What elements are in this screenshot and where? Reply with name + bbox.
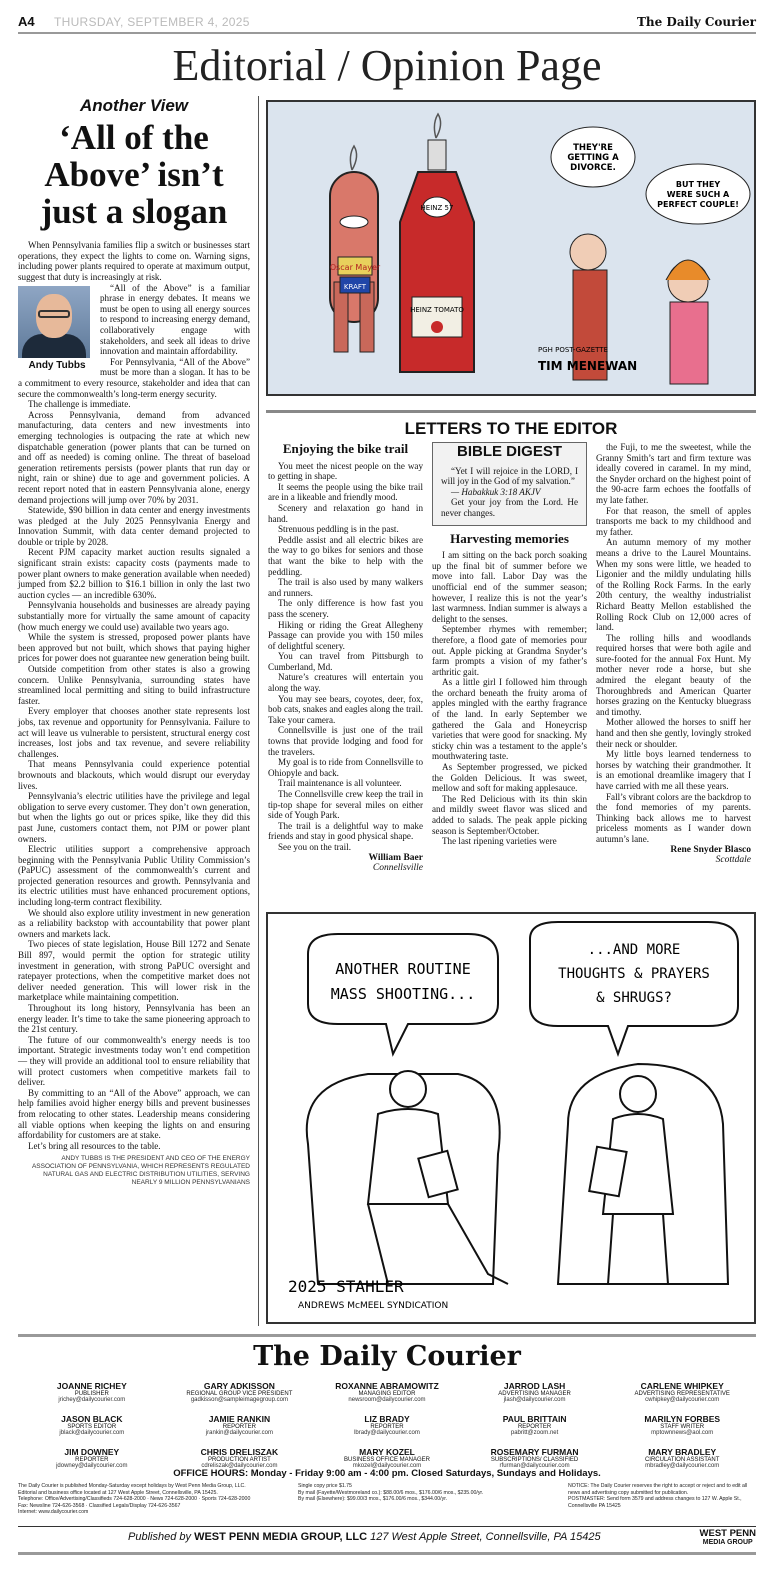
letter-paragraph: The only difference is how fast you pass the scenery. [268, 598, 423, 619]
staff-role: SPORTS EDITOR [67, 1424, 117, 1430]
staff-member [166, 1414, 314, 1445]
letter-paragraph: Connellsville is just one of the trail towns that provide lodging and food for the travelers. [268, 725, 423, 757]
author-name: Andy Tubbs [28, 359, 86, 371]
staff-email[interactable]: mptownnews@aol.com [651, 1430, 714, 1436]
staff-email[interactable]: mbradley@dailycourier.com [645, 1463, 720, 1469]
letter-paragraph: The trail is a delightful way to make friends and stay in good physical shape. [268, 820, 423, 842]
staff-member [18, 1414, 166, 1445]
publisher-address: 127 West Apple Street, Connellsville, PA 15425 [370, 1531, 601, 1543]
letter-paragraph: The trail is also used by many walkers and runners. [268, 577, 423, 598]
publisher-logo: WEST PENN MEDIA GROUP [699, 1528, 756, 1546]
staff-email[interactable]: rfurman@dailycourier.com [499, 1463, 570, 1469]
editorial-headline: ‘All of the Above’ isn’t just a slogan [40, 118, 228, 231]
staff-role: ADVERTISING MANAGER [498, 1391, 571, 1397]
svg-text:TIM MENEWAN: TIM MENEWAN [538, 359, 638, 373]
letter-town: Connellsville [372, 863, 423, 874]
fine-print-line: POSTMASTER: Send form 3579 and address changes to 127 W. Apple St., Connellsville PA 15425 [568, 1496, 742, 1509]
svg-text:ANOTHER ROUTINE: ANOTHER ROUTINE [335, 960, 471, 978]
fine-print-left [18, 1483, 278, 1516]
staff-name: JIM DOWNEY [64, 1447, 120, 1457]
letter-paragraph: The rolling hills and woodlands required horses that were both agile and sure-footed for the annual Fox Hunt. My mother never rode a horse, but she admired the elegant beauty of the Thoroughbreds and American Quarter horses grazing on the Kentucky bluegrass and timothy. [596, 632, 751, 717]
letter-paragraph: Fall’s vibrant colors are the backdrop to the fond memories of my parents. Thinking back allows me to harvest priceless moments as I wander down autumn’s lane. [596, 791, 751, 844]
fine-print-line: By mail (Elsewhere): $99.00/3 mos., $176.00/6 mos., $344.00/yr. [298, 1496, 448, 1503]
fine-print-mid [298, 1483, 548, 1503]
letter-paragraph: Mother allowed the horses to sniff her hand and then she gently, lovingly stroked their neck or shoulder. [596, 717, 751, 749]
letter-paragraph: For that reason, the smell of apples transports me back to my childhood and my father. [596, 505, 751, 537]
letters-title: LETTERS TO THE EDITOR [404, 419, 618, 438]
letters-header [266, 410, 756, 440]
staff-directory [18, 1381, 756, 1478]
letter-paragraph: An autumn memory of my mother means a drive to the Laurel Mountains. When my sons were little, we headed to Ligonier and the mildly undulating hills of the Rolling Rock Farms. In the early 20th century, the wealthy industrialist Richard Beatty Mellon established the Rolling Rock Club on 12,000 acres of land. [596, 537, 751, 633]
publisher-name: WEST PENN MEDIA GROUP, LLC [194, 1531, 368, 1543]
editorial-paragraph: By committing to an “All of the Above” approach, we can help families avoid higher energy bills and prevent businesses from relocating to other states. Leadership means considering all viable options when keeping the lights on and ensuring affordability for customers are at stake. [18, 1087, 250, 1141]
letter-paragraph: The Connellsville crew keep the trail in tip-top shape for several miles on either side of Yough Park. [268, 789, 423, 821]
editorial-paragraph: “All of the Above” is a familiar phrase in energy debates. It means we must be open to using all energy sources to respond to increasing energy demand, collaboratively engage with stakeholders, and seek all ideas to drive innovation and maintain affordability. [100, 282, 250, 357]
fine-print-line: The Daily Courier is published Monday-Saturday except holidays by West Penn Media Group, LLC. [18, 1483, 246, 1489]
staff-name: ROSEMARY FURMAN [490, 1447, 579, 1457]
staff-role: CIRCULATION ASSISTANT [644, 1457, 720, 1463]
editorial-paragraph: That means Pennsylvania could experience potential brownouts and blackouts, which would disrupt our everyday lives. [18, 759, 250, 791]
staff-member [608, 1414, 756, 1445]
letter-paragraph: Strenuous peddling is in the past. [278, 524, 399, 535]
svg-text:ANDREWS McMEEL SYNDICATION: ANDREWS McMEEL SYNDICATION [298, 1301, 449, 1311]
letter-paragraph: Scenery and relaxation go hand in hand. [268, 502, 423, 524]
letter-body [432, 550, 587, 847]
staff-name: JOANNE RICHEY [56, 1381, 127, 1391]
bible-reference: — Habakkuk 3:18 AKJV [451, 486, 541, 497]
svg-text:THOUGHTS & PRAYERS: THOUGHTS & PRAYERS [558, 966, 710, 982]
staff-name: MARILYN FORBES [644, 1414, 721, 1424]
fine-print-right [568, 1483, 756, 1509]
editorial-paragraph: For Pennsylvania, “All of the Above” must be more than a slogan. It has to be a commitment to every resource, stakeholder and idea that can secure the commonwealth’s long-term energy security. [18, 356, 250, 399]
staff-name: CHRIS DRELISZAK [200, 1447, 279, 1457]
staff-name: JARROD LASH [503, 1381, 566, 1391]
editorial-paragraph: Electric utilities support a comprehensive approach beginning with the Pennsylvania Public Utility Commission’s (PaPUC) assessment of the commonwealth’s current and projected generation resources and growth. Pennsylvania and its electric utilities must have enhanced procurement options, including long-term contract flexibility. [18, 844, 250, 908]
staff-role: REPORTER [222, 1424, 256, 1430]
letter-paragraph: Peddle assist and all electric bikes are the way to go bikes for seniors and those that want the bike to help with the peddling. [268, 534, 423, 577]
svg-text:...AND MORE: ...AND MORE [587, 942, 681, 958]
fine-print-line: Telephone: Office/Advertising/Classifieds 724-628-2000 · News 724-628-2000 · Sports 724-628-2000 [18, 1496, 251, 1503]
editorial-paragraph: Let’s bring all resources to the table. [28, 1140, 161, 1151]
fine-print [18, 1483, 756, 1523]
letter-paragraph: September rhymes with remember; therefore, a flood gate of memories pour out. Apple picking at Grandma Snyder’s farm prompts a vision of my father’s arthritic gait. [432, 624, 587, 677]
staff-role: MANAGING EDITOR [358, 1391, 416, 1397]
publisher-line: Published by WEST PENN MEDIA GROUP, LLC 127 West Apple Street, Connellsville, PA 15425 [128, 1531, 601, 1543]
staff-email[interactable]: pabritt@zoom.net [510, 1430, 559, 1436]
column-divider [258, 96, 259, 1326]
fine-print-line: Internet: www.dailycourier.com [18, 1509, 89, 1516]
staff-name: GARY ADKISSON [203, 1381, 275, 1391]
letter-paragraph: See you on the trail. [278, 841, 351, 852]
author-box [18, 283, 96, 372]
letter-author: Rene Snyder Blasco [670, 844, 751, 855]
letter-paragraph: The last ripening varieties were [442, 836, 557, 847]
editorial-paragraph: Pennsylvania households and businesses are already paying substantially more for virtually the same amount of capacity (how much energy we could use) available two years ago. [18, 600, 250, 632]
staff-member [313, 1414, 461, 1445]
editorial-paragraph: Two pieces of state legislation, House Bill 1272 and Senate Bill 897, would permit the option for strategic utility investment in generation, with strong PaPUC oversight and ratepayer protections, when the competitive market does not deliver needed generation. This will lower risk in the marketplace while maintaining competition. [18, 939, 250, 1003]
staff-name: ROXANNE ABRAMOWITZ [335, 1381, 439, 1391]
page-date: THURSDAY, SEPTEMBER 4, 2025 [54, 15, 250, 29]
letter-paragraph: Trail maintenance is all volunteer. [278, 778, 402, 789]
editorial-intro [18, 240, 250, 282]
staff-name: MARY BRADLEY [648, 1447, 717, 1457]
svg-text:BUT THEYWERE SUCH APERFECT COU: BUT THEY WERE SUCH A PERFECT COUPLE! [657, 180, 739, 209]
letter-paragraph: Nature’s creatures will entertain you along the way. [268, 672, 423, 694]
letter-title: Harvesting memories [450, 530, 569, 546]
cartoon-divorce-art [268, 102, 754, 394]
staff-name: MARY KOZEL [359, 1447, 415, 1457]
editorial-paragraph: We should also explore utility investment in new generation as a reliability backstop with accountability that power plant owners and markets lack. [18, 907, 250, 939]
header-masthead: The Daily Courier [636, 15, 756, 29]
svg-text:THEY'REGETTING ADIVORCE.: THEY'RE GETTING A DIVORCE. [567, 143, 619, 173]
letter-harvesting [432, 442, 587, 892]
staff-role: SUBSCRIPTIONS/ CLASSIFIED [490, 1457, 579, 1463]
letter-paragraph: It seems the people using the bike trail are in a likeable and friendly mood. [268, 481, 423, 503]
staff-role: STAFF WRITER [660, 1424, 705, 1430]
editorial-paragraph: The future of our commonwealth’s energy needs is too important. Strategic investments today won’t end competition — they will provide an additional tool to ensure reliability that will protect customers when competitive markets fail to deliver. [18, 1034, 250, 1088]
office-hours: OFFICE HOURS: Monday - Friday 9:00 am - 4:00 pm. Closed Saturdays, Sundays and Holidays. [173, 1468, 601, 1479]
staff-email[interactable]: jblack@dailycourier.com [59, 1430, 125, 1436]
staff-email[interactable]: cwhipkey@dailycourier.com [645, 1397, 720, 1403]
letter-body [268, 461, 423, 853]
staff-role: REPORTER [517, 1424, 552, 1430]
editorial-cartoon-shooting [266, 912, 756, 1324]
letter-paragraph: You meet the nicest people on the way to getting in shape. [268, 460, 423, 482]
letter-paragraph: As a little girl I followed him through the orchard beneath the fruity aroma of apples mingled with the earthy fragrance of the land. In early September we gathered the Gala and Honeycrisp varieties that were good for snacking. My sticky chin was a testament to the apple’s mouthwatering taste. [432, 677, 587, 762]
editorial-paragraph: Outside competition from other states is also a growing concern. Unlike Pennsylvania, surrounding states have streamlined local permitting and siting to build infrastructure faster. [18, 664, 250, 706]
bible-verse: “Yet I will rejoice in the LORD, I will joy in the God of my salvation.” [441, 465, 578, 487]
staff-name: CARLENE WHIPKEY [640, 1381, 724, 1391]
section-title: Editorial / Opinion Page [172, 41, 602, 90]
fine-print-line: Editorial and business office located at 127 West Apple Street, Connellsville, PA 15425. [18, 1489, 218, 1496]
editorial-article [18, 96, 250, 1326]
staff-role: PUBLISHER [74, 1391, 109, 1397]
staff-name: JAMIE RANKIN [208, 1414, 271, 1424]
editorial-paragraph: When Pennsylvania families flip a switch or businesses start operations, they expect the lights to come on. Warning signs, including power plants required to operate at maximum output, suggest that duty is increasingly at risk. [18, 240, 250, 283]
editorial-paragraph: Recent PJM capacity market auction results signaled a significant strain exists: capacity costs (payments made to power plant owners to make generation available when needed) jumped from $2.2 billion to $16.1 billion in only the last two auction cycles — an incredible 630%. [18, 547, 250, 600]
publisher-bar [18, 1526, 756, 1546]
staff-member [313, 1381, 461, 1412]
staff-email[interactable]: jdowney@dailycourier.com [56, 1463, 128, 1469]
svg-text:HEINZ TOMATO: HEINZ TOMATO [410, 306, 464, 314]
svg-text:KRAFT: KRAFT [343, 283, 367, 291]
editorial-paragraph: Pennsylvania’s electric utilities have the privilege and legal obligation to serve every customer. They don’t own generation, but when the lights go out or prices spike, like they did this past June, customers contact them, not PJM or power plant owners. [18, 791, 250, 844]
letter-title: Enjoying the bike trail [282, 441, 409, 456]
letter-town: Scottdale [715, 855, 751, 866]
letter-body-continued [596, 442, 751, 845]
letter-bike-trail [268, 442, 423, 892]
svg-text:PGH POST-GAZETTE: PGH POST-GAZETTE [538, 346, 609, 354]
staff-email[interactable]: gadkisson@sampleimagegroup.com [190, 1397, 288, 1403]
staff-role: BUSINESS OFFICE MANAGER [343, 1457, 430, 1463]
fine-print-line: By mail (Fayette/Westmoreland co.): $88.00/6 mos., $176.00/6 mos., $235.00/yr. [298, 1489, 484, 1496]
staff-member [461, 1381, 609, 1412]
staff-role: REGIONAL GROUP VICE PRESIDENT [186, 1391, 293, 1397]
svg-text:Oscar Mayer: Oscar Mayer [329, 263, 381, 272]
editorial-paragraph: Statewide, $90 billion in data center and energy investments was pledged at the July 2025 Pennsylvania Energy and Innovation Summit, with data center demand projected to double or triple by 2028. [18, 505, 250, 547]
staff-email[interactable]: jlash@dailycourier.com [503, 1397, 566, 1403]
letter-paragraph: My little boys learned tenderness to horses by watching their grandmother. It is an emotional dreamlike imagery that I have carried with me all these years. [596, 749, 751, 791]
editorial-paragraph: The challenge is immediate. [28, 399, 131, 410]
staff-member [461, 1414, 609, 1445]
bottom-rule [18, 1552, 756, 1555]
staff-email[interactable]: mkozel@dailycourier.com [352, 1463, 422, 1469]
staff-member [608, 1381, 756, 1412]
letter-paragraph: I am sitting on the back porch soaking up the final bit of summer before we move into fall. Labor Day was the unofficial end of the summer season; however, I realize this is not the year’s last warmness. Indian summer is always a delight to the senses. [432, 550, 587, 624]
letter-author: William Baer [368, 852, 423, 863]
letter-harvesting-continued [596, 442, 751, 892]
bible-digest-title: BIBLE DIGEST [456, 443, 562, 460]
bible-digest-box [432, 442, 587, 526]
staff-masthead: The Daily Courier [253, 1341, 521, 1372]
editorial-kicker: Another View [80, 96, 188, 115]
page-number: A4 [18, 14, 35, 29]
fine-print-line: Fax: Newsline 724-626-3568 · Classified Legals/Display 724-626-3567 [18, 1502, 181, 1509]
staff-member [166, 1381, 314, 1412]
staff-email[interactable]: jrichey@dailycourier.com [58, 1397, 126, 1403]
letter-paragraph: Hiking or riding the Great Allegheny Passage can provide you with 150 miles of delightful scenery. [268, 619, 423, 651]
staff-name: PAUL BRITTAIN [502, 1414, 567, 1424]
letter-paragraph: You can travel from Pittsburgh to Cumberland, Md. [268, 651, 423, 672]
letter-paragraph: You may see bears, coyotes, deer, fox, bob cats, snakes and eagles along the trail. Take your camera. [268, 693, 423, 725]
staff-role: PRODUCTION ARTIST [207, 1457, 271, 1463]
staff-member [18, 1381, 166, 1412]
editorial-paragraph: Every employer that chooses another state represents lost jobs, tax revenue and opportunity for Pennsylvania. Failure to act will leave us vulnerable to persistent, structural energy cost increases, lost jobs and tax revenue, and severe reliability challenges. [18, 706, 250, 759]
staff-email[interactable]: newsroom@dailycourier.com [348, 1397, 426, 1403]
editorial-body [18, 399, 250, 1151]
staff-role: ADVERTISING REPRESENTATIVE [634, 1391, 730, 1397]
svg-text:2025 STAHLER: 2025 STAHLER [288, 1277, 404, 1296]
letter-paragraph: The Red Delicious with its thin skin and mildly sweet flavor was sliced and added to salads. The peak apple picking season is September/October. [432, 793, 587, 836]
cartoon-shooting-art [268, 914, 754, 1322]
letter-paragraph: As September progressed, we picked the Golden Delicious. It was sweet, mellow and soft for making applesauce. [432, 762, 587, 794]
staff-email[interactable]: cdreliszak@dailycourier.com [201, 1463, 278, 1469]
bible-comment: Get your joy from the Lord. He never changes. [441, 497, 578, 518]
editorial-paragraph: While the system is stressed, proposed power plants have been approved but not built, which shows that paying higher prices for power does not guarantee new generation being built. [18, 632, 250, 664]
staff-role: REPORTER [370, 1424, 404, 1430]
letter-paragraph: My goal is to ride from Connellsville to Ohiopyle and back. [268, 757, 423, 778]
fine-print-line: Single copy price $1.75 [298, 1483, 352, 1489]
staff-name: JASON BLACK [61, 1414, 123, 1424]
editorial-paragraph: Across Pennsylvania, demand from advanced manufacturing, data centers and new investments into emerging technologies is outpacing the rate at which new dispatchable generation (power plants that can be turned on and off as needed) is coming online. The threat of baseload generation retirements persists (power plants that run day or night, rain or shine) due to age and government policies. A recent report noted that in eastern Pennsylvania alone, energy demand projections will jump over 70% by 2031. [18, 409, 250, 505]
staff-name: LIZ BRADY [364, 1414, 410, 1424]
staff-role: REPORTER [75, 1457, 109, 1463]
svg-text:MASS SHOOTING...: MASS SHOOTING... [330, 985, 476, 1003]
svg-text:& SHRUGS?: & SHRUGS? [596, 990, 672, 1006]
letter-paragraph: the Fuji, to me the sweetest, while the Granny Smith’s tart and firm texture was ideally covered in caramel. In my mind, the Snyder orchard on the highest point of the 90-acre farm echoes the footfalls of my late father. [596, 442, 751, 505]
staff-email[interactable]: jrankin@dailycourier.com [205, 1430, 273, 1436]
svg-text:HEINZ 57: HEINZ 57 [420, 204, 454, 212]
editorial-paragraph: Throughout its long history, Pennsylvania has been an energy leader. It’s time to take the same pioneering approach to the 21st century. [18, 1003, 250, 1035]
page-header [18, 14, 756, 34]
fine-print-line: NOTICE: The Daily Courier reserves the right to accept or reject and to edit all news and advertising copy submitted for publication. [568, 1483, 748, 1496]
staff-email[interactable]: lbrady@dailycourier.com [354, 1430, 420, 1436]
author-photo [18, 286, 90, 358]
author-bio: ANDY TUBBS IS THE PRESIDENT AND CEO OF THE ENERGY ASSOCIATION OF PENNSYLVANIA, WHICH REPRESENTS REGULATED NATURAL GAS AND ELECTRIC DISTRIBUTION UTILITIES, SERVING NEARLY 9 MILLION PENNSYLVANIANS [31, 1155, 250, 1187]
editorial-cartoon-divorce [266, 100, 756, 396]
